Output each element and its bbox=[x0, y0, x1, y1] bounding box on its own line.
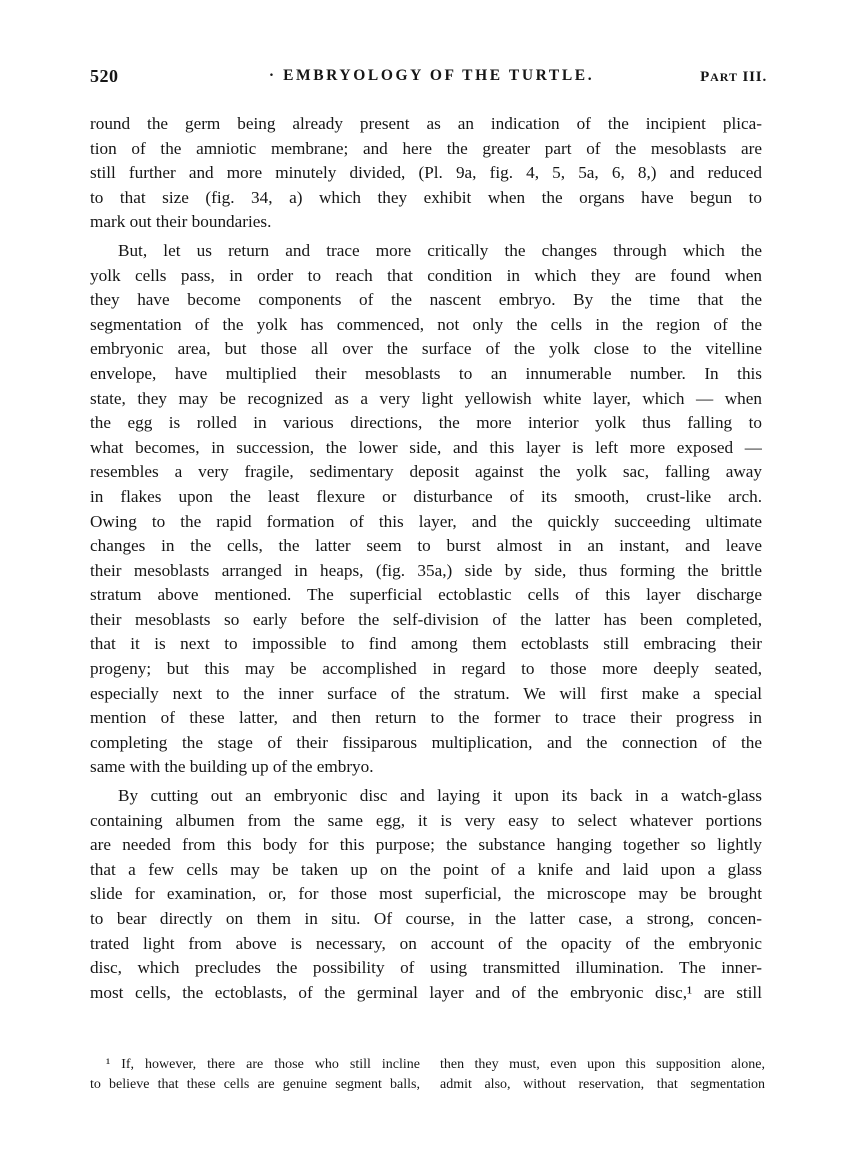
text-line: to bear directly on them in situ. Of course, in the latter case, a strong, concen- bbox=[90, 909, 762, 928]
text-line: tion of the amniotic membrane; and here the greater part of the mesoblasts are bbox=[90, 138, 762, 158]
text-line: state, they may be recognized as a very light yellowish white layer, which — when bbox=[90, 388, 762, 408]
part-smallcaps: ART bbox=[710, 70, 738, 84]
text-line: the egg is rolled in various directions, the more interior yolk thus falling to bbox=[90, 413, 762, 433]
part-prefix: P bbox=[700, 69, 711, 85]
footnote-column-left bbox=[90, 1055, 420, 1095]
text-line: round the germ being already present as an indication of the incipient plica- bbox=[90, 114, 762, 133]
text-line: embryonic area, but those all over the surface of the yolk close to the vitelline bbox=[90, 339, 762, 359]
footnote-line: admit also, without reservation, that segmentation bbox=[440, 1077, 765, 1092]
body-text bbox=[90, 112, 762, 1005]
text-line: same with the building up of the embryo. bbox=[90, 757, 374, 777]
text-line: mark out their boundaries. bbox=[90, 212, 272, 232]
paragraph bbox=[90, 784, 762, 1005]
paragraph bbox=[90, 112, 762, 235]
text-line: are needed from this body for this purpose; the substance hanging together so lightly bbox=[90, 835, 762, 855]
text-line: By cutting out an embryonic disc and laying it upon its back in a watch-glass bbox=[118, 786, 762, 806]
page-number: 520 bbox=[90, 66, 119, 86]
text-line: resembles a very fragile, sedimentary deposit against the yolk sac, falling away bbox=[90, 462, 762, 482]
text-line: stratum above mentioned. The superficial ectoblastic cells of this layer discharge bbox=[90, 585, 762, 605]
text-line: their mesoblasts arranged in heaps, (fig. 35a,) side by side, thus forming the brittle bbox=[90, 560, 762, 580]
footnote-column-right bbox=[440, 1055, 765, 1095]
running-title: · EMBRYOLOGY OF THE TURTLE. bbox=[268, 67, 595, 84]
footnote-line: to believe that these cells are genuine segment balls, bbox=[90, 1077, 420, 1092]
text-line: mention of these latter, and then return to the former to trace their progress in bbox=[90, 708, 762, 728]
paragraph bbox=[90, 239, 762, 780]
footnote-line: ¹ If, however, there are those who still incline bbox=[106, 1057, 420, 1072]
text-line: yolk cells pass, in order to reach that condition in which they are found when bbox=[90, 265, 762, 285]
footnote-line: then they must, even upon this supposition alone, bbox=[440, 1057, 765, 1072]
part-label bbox=[700, 69, 767, 86]
text-line: completing the stage of their fissiparous multiplication, and the connection of the bbox=[90, 732, 762, 752]
text-line: that a few cells may be taken up on the point of a knife and laid upon a glass bbox=[90, 859, 762, 879]
text-line: envelope, have multiplied their mesoblasts to an innumerable number. In this bbox=[90, 363, 762, 383]
text-line: changes in the cells, the latter seem to burst almost in an instant, and leave bbox=[90, 536, 762, 556]
text-line: to that size (fig. 34, a) which they exhibit when the organs have begun to bbox=[90, 187, 762, 207]
text-line: especially next to the inner surface of the stratum. We will first make a special bbox=[90, 683, 762, 703]
text-line: slide for examination, or, for those most superficial, the microscope may be brought bbox=[90, 884, 762, 904]
part-numeral: III. bbox=[737, 69, 767, 85]
text-line: they have become components of the nascent embryo. By the time that the bbox=[90, 290, 762, 310]
text-line: that it is next to impossible to find among them ectoblasts still embracing their bbox=[90, 634, 762, 654]
text-line: in flakes upon the least flexure or disturbance of its smooth, crust-like arch. bbox=[90, 486, 762, 506]
text-line: But, let us return and trace more critically the changes through which the bbox=[118, 240, 762, 260]
text-line: segmentation of the yolk has commenced, not only the cells in the region of the bbox=[90, 314, 762, 334]
text-line: most cells, the ectoblasts, of the germinal layer and of the embryonic disc,¹ are still bbox=[90, 982, 762, 1002]
text-line: progeny; but this may be accomplished in regard to those more deeply seated, bbox=[90, 659, 762, 679]
text-line: their mesoblasts so early before the self-division of the latter has been completed, bbox=[90, 609, 762, 629]
running-header bbox=[90, 66, 767, 88]
text-line: what becomes, in succession, the lower side, and this layer is left more exposed — bbox=[90, 437, 762, 457]
text-line: still further and more minutely divided, (Pl. 9a, fig. 4, 5, 5a, 6, 8,) and reduced bbox=[90, 163, 762, 183]
text-line: Owing to the rapid formation of this layer, and the quickly succeeding ultimate bbox=[90, 511, 762, 531]
text-line: trated light from above is necessary, on account of the opacity of the embryonic bbox=[90, 933, 762, 953]
text-line: disc, which precludes the possibility of using transmitted illumination. The inner- bbox=[90, 958, 762, 978]
text-line: containing albumen from the same egg, it is very easy to select whatever portions bbox=[90, 810, 762, 830]
